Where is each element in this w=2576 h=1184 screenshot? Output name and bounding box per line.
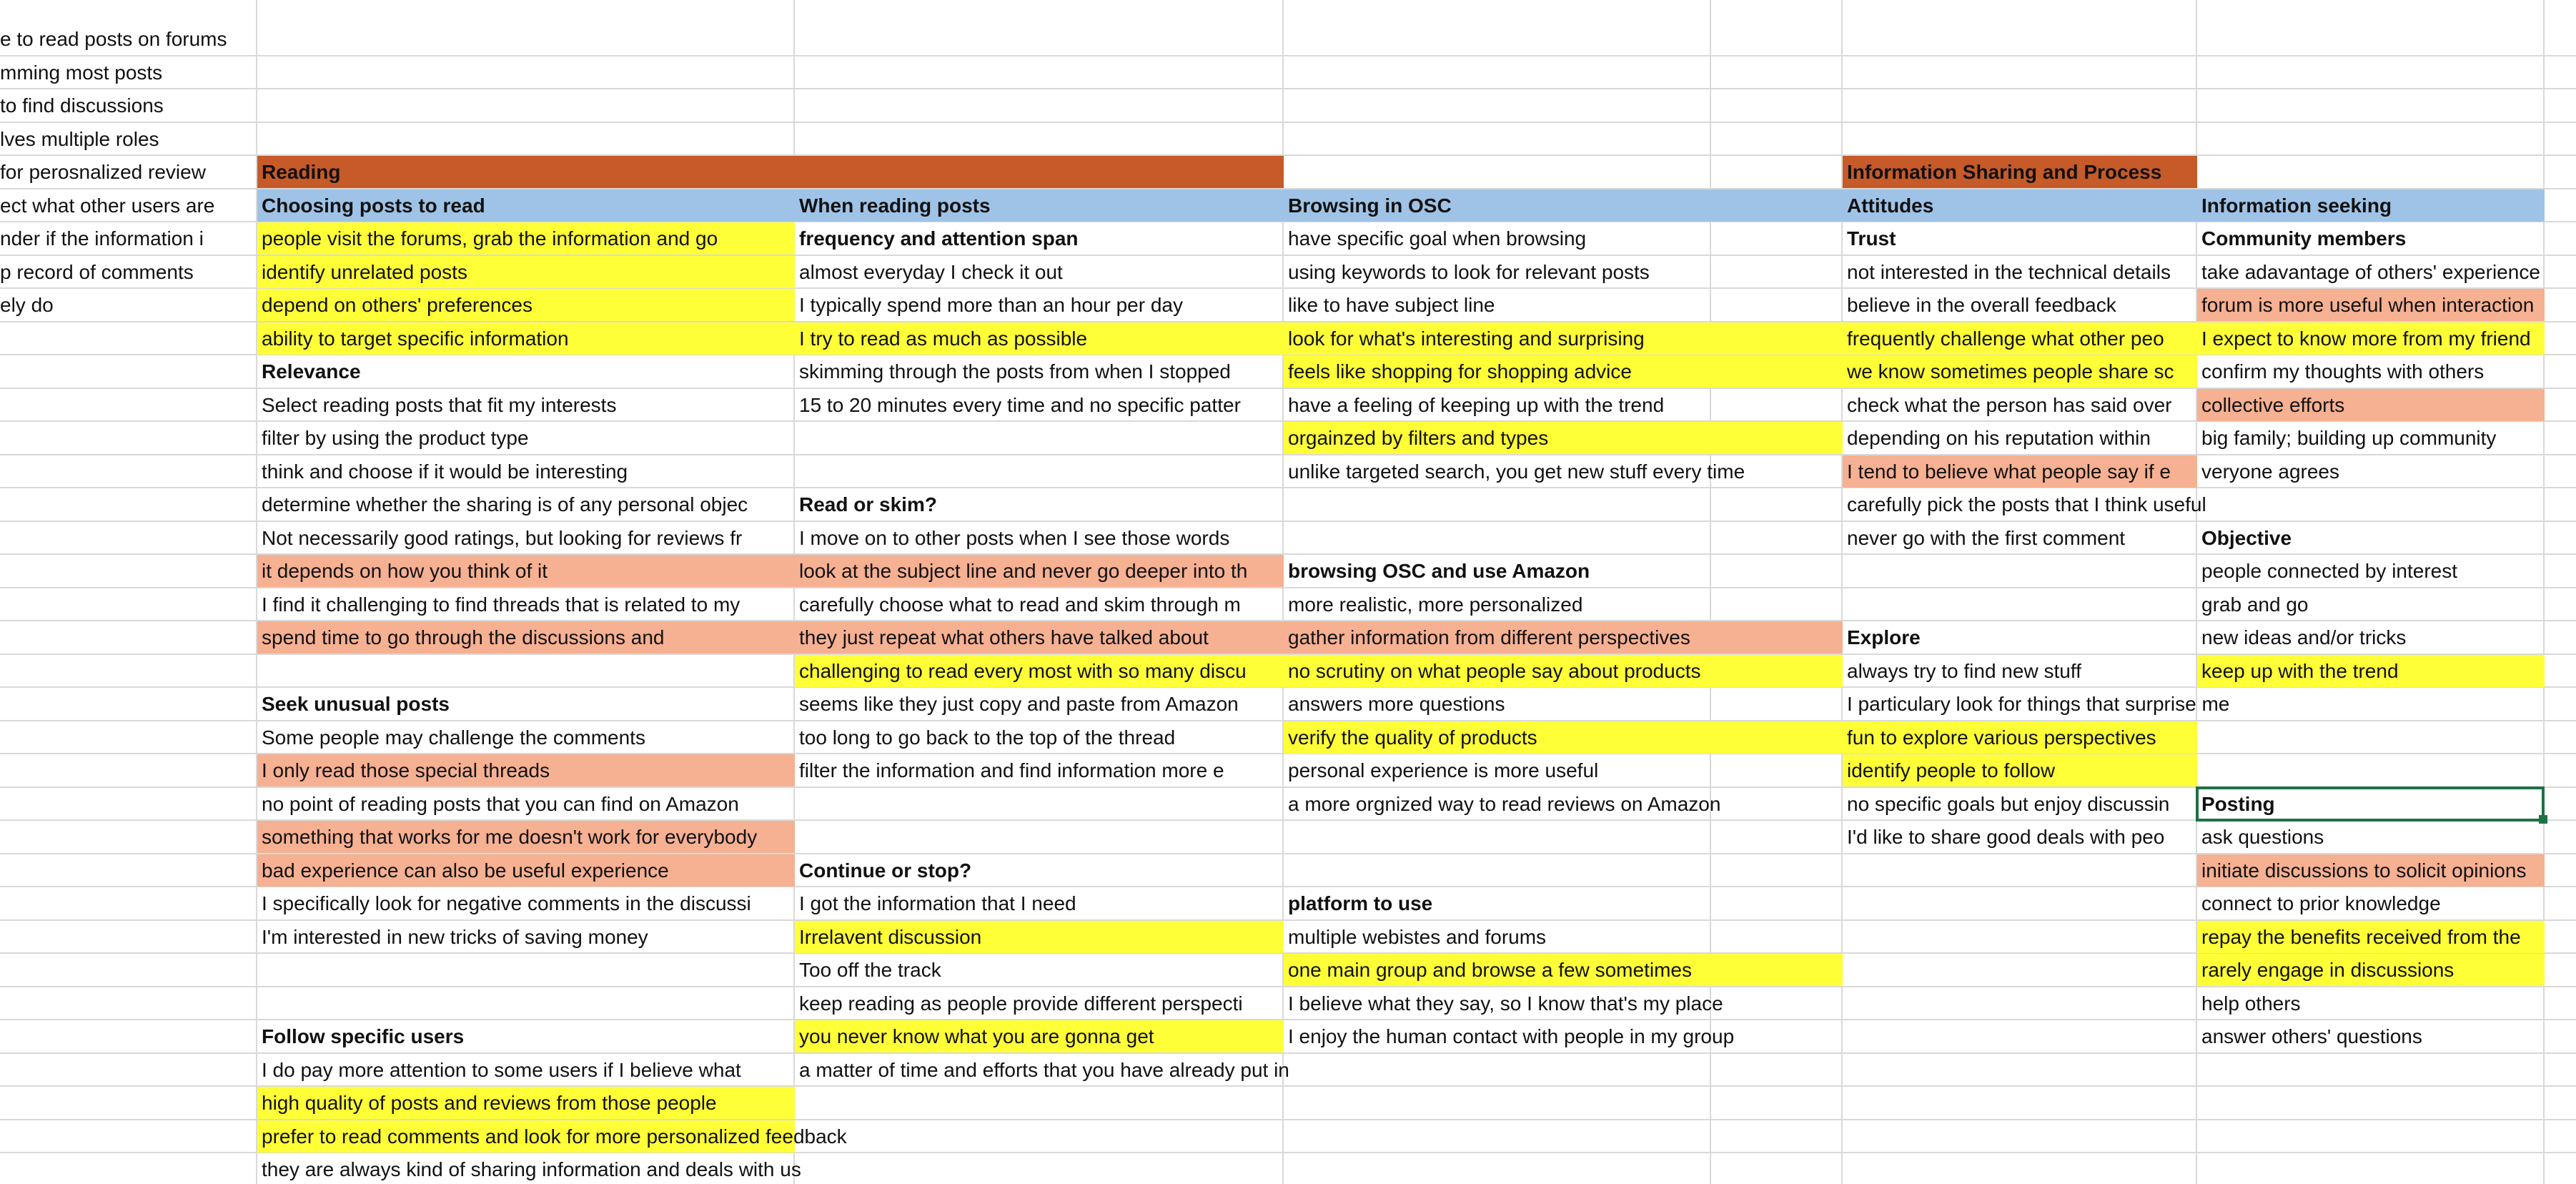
browsing-osc-cell[interactable]: personal experience is more useful bbox=[1288, 759, 1599, 781]
choosing-posts-cell[interactable]: I do pay more attention to some users if I believe what bbox=[262, 1059, 741, 1081]
information-seeking-cell[interactable]: Community members bbox=[2201, 227, 2407, 250]
attitudes-cell[interactable]: depending on his reputation within bbox=[1847, 427, 2151, 449]
information-seeking-cell[interactable]: people connected by interest bbox=[2201, 560, 2458, 582]
attitudes-cell[interactable]: always try to find new stuff bbox=[1847, 660, 2081, 682]
information-seeking-cell[interactable]: repay the benefits received from the bbox=[2197, 921, 2545, 953]
attitudes-cell[interactable]: Trust bbox=[1847, 227, 1896, 250]
choosing-posts-cell[interactable]: Seek unusual posts bbox=[262, 693, 450, 715]
row-gridline bbox=[0, 88, 2576, 89]
information-seeking-cell[interactable]: Posting bbox=[2201, 793, 2275, 815]
active-cell-border bbox=[2196, 786, 2545, 822]
column-a-cell[interactable]: p record of comments bbox=[0, 261, 194, 283]
choosing-posts-cell[interactable]: people visit the forums, grab the information and go bbox=[257, 222, 795, 255]
row-gridline bbox=[0, 122, 2576, 123]
information-seeking-cell[interactable]: initiate discussions to solicit opinions bbox=[2197, 854, 2545, 887]
browsing-osc-cell[interactable]: orgainzed by filters and types bbox=[1284, 422, 1843, 454]
browsing-osc-cell[interactable]: answers more questions bbox=[1288, 693, 1505, 715]
when-reading-cell[interactable]: 15 to 20 minutes every time and no specific patter bbox=[799, 394, 1241, 416]
choosing-posts-cell[interactable]: prefer to read comments and look for more personalized feedback bbox=[257, 1120, 795, 1153]
attitudes-cell[interactable]: never go with the first comment bbox=[1847, 527, 2126, 549]
when-reading-cell[interactable]: I got the information that I need bbox=[799, 892, 1076, 914]
information-seeking-cell[interactable]: rarely engage in discussions bbox=[2197, 954, 2545, 986]
choosing-posts-cell[interactable]: it depends on how you think of it bbox=[257, 555, 795, 587]
browsing-osc-cell[interactable]: browsing OSC and use Amazon bbox=[1288, 560, 1590, 582]
section-header[interactable]: Reading bbox=[257, 156, 1284, 188]
browsing-osc-cell[interactable]: I enjoy the human contact with people in my group bbox=[1288, 1025, 1735, 1047]
browsing-osc-cell[interactable]: look for what's interesting and surprising bbox=[1284, 322, 1843, 355]
browsing-osc-cell[interactable]: one main group and browse a few sometimes bbox=[1284, 954, 1843, 986]
browsing-osc-cell[interactable]: gather information from different perspectives bbox=[1284, 621, 1843, 653]
information-seeking-cell[interactable]: keep up with the trend bbox=[2197, 655, 2545, 687]
when-reading-cell[interactable]: they just repeat what others have talked about bbox=[795, 621, 1284, 653]
column-a-cell[interactable]: for perosnalized review bbox=[0, 161, 206, 183]
choosing-posts-cell[interactable]: high quality of posts and reviews from those people bbox=[257, 1087, 795, 1119]
choosing-posts-cell[interactable]: I'm interested in new tricks of saving money bbox=[262, 926, 648, 948]
column-header[interactable]: Attitudes bbox=[1843, 189, 2197, 222]
attitudes-cell[interactable]: no specific goals but enjoy discussin bbox=[1847, 793, 2170, 815]
information-seeking-cell[interactable]: ask questions bbox=[2201, 826, 2324, 848]
information-seeking-cell[interactable]: big family; building up community bbox=[2201, 427, 2497, 449]
attitudes-cell[interactable]: we know sometimes people share sc bbox=[1843, 355, 2197, 388]
choosing-posts-cell[interactable]: they are always kind of sharing information and deals with us bbox=[262, 1158, 801, 1180]
column-header[interactable]: Browsing in OSC bbox=[1284, 189, 1843, 222]
choosing-posts-cell[interactable]: Not necessarily good ratings, but looking for reviews fr bbox=[262, 527, 743, 549]
attitudes-cell[interactable]: fun to explore various perspectives bbox=[1843, 721, 2197, 754]
browsing-osc-cell[interactable]: more realistic, more personalized bbox=[1288, 593, 1583, 616]
when-reading-cell[interactable]: I typically spend more than an hour per day bbox=[799, 294, 1183, 316]
attitudes-cell[interactable]: I'd like to share good deals with peo bbox=[1847, 826, 2165, 848]
choosing-posts-cell[interactable]: Select reading posts that fit my interests bbox=[262, 394, 617, 416]
column-a-cell[interactable]: nder if the information i bbox=[0, 227, 204, 250]
when-reading-cell[interactable]: you never know what you are gonna get bbox=[795, 1020, 1284, 1052]
choosing-posts-cell[interactable]: something that works for me doesn't work for everybody bbox=[257, 821, 795, 853]
browsing-osc-cell[interactable]: I believe what they say, so I know that's my place bbox=[1288, 992, 1723, 1015]
choosing-posts-cell[interactable]: depend on others' preferences bbox=[257, 289, 795, 321]
browsing-osc-cell[interactable]: like to have subject line bbox=[1288, 294, 1495, 316]
choosing-posts-cell[interactable]: spend time to go through the discussions and bbox=[257, 621, 795, 653]
choosing-posts-cell[interactable]: bad experience can also be useful experience bbox=[257, 854, 795, 887]
choosing-posts-cell[interactable]: ability to target specific information bbox=[257, 322, 795, 355]
when-reading-cell[interactable]: almost everyday I check it out bbox=[799, 261, 1063, 283]
choosing-posts-cell[interactable]: I specifically look for negative comments in the discussi bbox=[262, 892, 751, 914]
column-a-cell[interactable]: lves multiple roles bbox=[0, 128, 159, 150]
when-reading-cell[interactable]: seems like they just copy and paste from Amazon bbox=[799, 693, 1239, 715]
column-a-cell[interactable]: mming most posts bbox=[0, 61, 163, 84]
column-a-cell[interactable]: e to read posts on forums bbox=[0, 28, 227, 50]
browsing-osc-cell[interactable]: using keywords to look for relevant posts bbox=[1288, 261, 1650, 283]
attitudes-cell[interactable]: check what the person has said over bbox=[1847, 394, 2172, 416]
browsing-osc-cell[interactable]: unlike targeted search, you get new stuff every time bbox=[1288, 460, 1745, 483]
information-seeking-cell[interactable]: collective efforts bbox=[2197, 389, 2545, 421]
information-seeking-cell[interactable]: take adavantage of others' experience bbox=[2201, 261, 2540, 283]
when-reading-cell[interactable]: Too off the track bbox=[799, 959, 941, 981]
attitudes-cell[interactable]: I particulary look for things that surprise me bbox=[1847, 693, 2230, 715]
choosing-posts-cell[interactable]: determine whether the sharing is of any personal objec bbox=[262, 493, 748, 515]
attitudes-cell[interactable]: I tend to believe what people say if e bbox=[1843, 455, 2197, 488]
information-seeking-cell[interactable]: Objective bbox=[2201, 527, 2292, 549]
attitudes-cell[interactable]: Explore bbox=[1847, 626, 1921, 648]
choosing-posts-cell[interactable]: filter by using the product type bbox=[262, 427, 529, 449]
browsing-osc-cell[interactable]: platform to use bbox=[1288, 892, 1433, 914]
information-seeking-cell[interactable]: help others bbox=[2201, 992, 2301, 1015]
choosing-posts-cell[interactable]: identify unrelated posts bbox=[257, 256, 795, 288]
when-reading-cell[interactable]: too long to go back to the top of the thread bbox=[799, 726, 1176, 749]
choosing-posts-cell[interactable]: think and choose if it would be interesting bbox=[262, 460, 628, 483]
column-header[interactable]: Choosing posts to read bbox=[257, 189, 795, 222]
attitudes-cell[interactable]: not interested in the technical details bbox=[1847, 261, 2171, 283]
information-seeking-cell[interactable]: veryone agrees bbox=[2201, 460, 2340, 483]
when-reading-cell[interactable]: a matter of time and efforts that you have already put in bbox=[799, 1059, 1289, 1081]
when-reading-cell[interactable]: Irrelavent discussion bbox=[795, 921, 1284, 953]
choosing-posts-cell[interactable]: Follow specific users bbox=[262, 1025, 465, 1047]
when-reading-cell[interactable]: filter the information and find information more e bbox=[799, 759, 1224, 781]
row-gridline bbox=[0, 55, 2576, 56]
browsing-osc-cell[interactable]: have a feeling of keeping up with the trend bbox=[1288, 394, 1665, 416]
information-seeking-cell[interactable]: connect to prior knowledge bbox=[2201, 892, 2441, 914]
choosing-posts-cell[interactable]: I find it challenging to find threads that is related to my bbox=[262, 593, 740, 616]
column-a-cell[interactable]: ect what other users are bbox=[0, 194, 215, 217]
when-reading-cell[interactable]: look at the subject line and never go deeper into th bbox=[795, 555, 1284, 587]
browsing-osc-cell[interactable]: a more orgnized way to read reviews on Amazon bbox=[1288, 793, 1721, 815]
choosing-posts-cell[interactable]: Some people may challenge the comments bbox=[262, 726, 645, 749]
when-reading-cell[interactable]: keep reading as people provide different perspecti bbox=[799, 992, 1243, 1015]
browsing-osc-cell[interactable]: feels like shopping for shopping advice bbox=[1284, 355, 1843, 388]
browsing-osc-cell[interactable]: have specific goal when browsing bbox=[1288, 227, 1587, 250]
choosing-posts-cell[interactable]: Relevance bbox=[262, 360, 361, 383]
when-reading-cell[interactable]: I move on to other posts when I see those words bbox=[799, 527, 1230, 549]
when-reading-cell[interactable]: skimming through the posts from when I stopped bbox=[799, 360, 1231, 383]
information-seeking-cell[interactable]: forum is more useful when interaction bbox=[2197, 289, 2545, 321]
information-seeking-cell[interactable]: answer others' questions bbox=[2201, 1025, 2422, 1047]
attitudes-cell[interactable]: frequently challenge what other peo bbox=[1843, 322, 2197, 355]
choosing-posts-cell[interactable]: no point of reading posts that you can find on Amazon bbox=[262, 793, 739, 815]
information-seeking-cell[interactable]: I expect to know more from my friend bbox=[2197, 322, 2545, 355]
when-reading-cell[interactable]: challenging to read every most with so many discu bbox=[795, 655, 1284, 687]
section-header[interactable]: Information Sharing and Process bbox=[1843, 156, 2197, 188]
attitudes-cell[interactable]: believe in the overall feedback bbox=[1847, 294, 2116, 316]
when-reading-cell[interactable]: Read or skim? bbox=[799, 493, 937, 515]
browsing-osc-cell[interactable]: no scrutiny on what people say about products bbox=[1284, 655, 1843, 687]
column-a-cell[interactable]: ely do bbox=[0, 294, 54, 316]
column-header[interactable]: When reading posts bbox=[795, 189, 1284, 222]
browsing-osc-cell[interactable]: verify the quality of products bbox=[1284, 721, 1843, 754]
information-seeking-cell[interactable]: new ideas and/or tricks bbox=[2201, 626, 2407, 648]
attitudes-cell[interactable]: carefully pick the posts that I think useful bbox=[1847, 493, 2206, 515]
when-reading-cell[interactable]: frequency and attention span bbox=[799, 227, 1079, 250]
column-a-cell[interactable]: to find discussions bbox=[0, 94, 164, 117]
browsing-osc-cell[interactable]: multiple webistes and forums bbox=[1288, 926, 1547, 948]
information-seeking-cell[interactable]: confirm my thoughts with others bbox=[2201, 360, 2485, 383]
when-reading-cell[interactable]: carefully choose what to read and skim through m bbox=[799, 593, 1241, 616]
attitudes-cell[interactable]: identify people to follow bbox=[1843, 754, 2197, 786]
when-reading-cell[interactable]: I try to read as much as possible bbox=[795, 322, 1284, 355]
column-header[interactable]: Information seeking bbox=[2197, 189, 2545, 222]
choosing-posts-cell[interactable]: I only read those special threads bbox=[257, 754, 795, 786]
information-seeking-cell[interactable]: grab and go bbox=[2201, 593, 2309, 616]
when-reading-cell[interactable]: Continue or stop? bbox=[799, 859, 972, 882]
